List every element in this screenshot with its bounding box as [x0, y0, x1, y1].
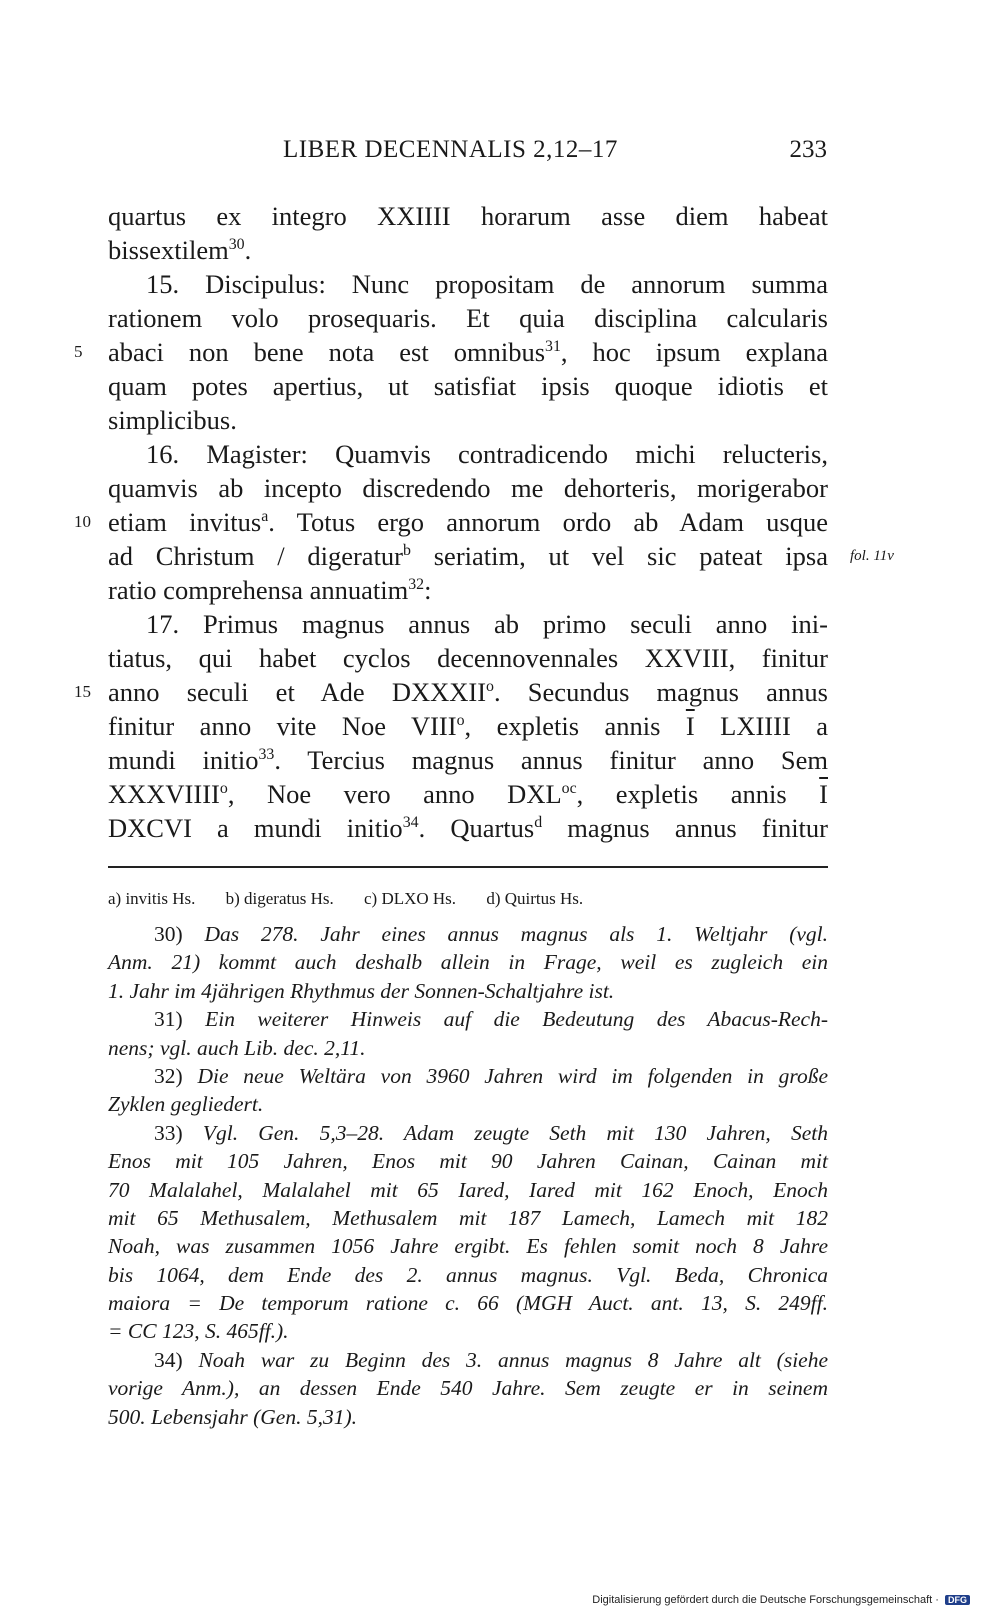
footnote-line: Enos mit 105 Jahren, Enos mit 90 Jahren Cainan, Cainan mit	[108, 1149, 828, 1174]
page-number: 233	[789, 136, 827, 163]
footnote-line: 70 Malalahel, Malalahel mit 65 Iared, Iared mit 162 Enoch, Enoch	[108, 1177, 828, 1202]
apparatus-item: d) Quirtus Hs.	[486, 889, 584, 908]
apparatus-item: a) invitis Hs.	[108, 889, 196, 908]
footnote-line: Anm. 21) kommt auch deshalb allein in Frage, weil es zugleich ein	[108, 950, 828, 975]
text-line: 16. Magister: Quamvis contradicendo michi relucteris,	[146, 439, 828, 469]
apparatus-item: c) DLXO Hs.	[363, 889, 457, 908]
text-line: ad Christum / digeratur$^b$ seriatim, ut vel sic pateat ipsa fol. 11v	[108, 541, 894, 571]
line-number: 15	[74, 682, 91, 701]
critical-apparatus	[108, 886, 828, 912]
dfg-logo: DFG	[945, 1595, 970, 1605]
footnote-line: 500. Lebensjahr (Gen. 5,31).	[108, 1404, 358, 1429]
text-line: rationem volo prosequaris. Et quia disciplina calcularis	[108, 303, 828, 333]
text-line: mundi initio$^{33}$. Tercius magnus annus finitur anno Sem	[108, 745, 828, 775]
footnote-line: vorige Anm.), an dessen Ende 540 Jahre. Sem zeugte er in seinem	[108, 1376, 828, 1401]
footnote-line: maiora = De temporum ratione c. 66 (MGH Auct. ant. 13, S. 249ff.	[108, 1291, 828, 1316]
footnote-34: 34) Noah war zu Beginn des 3. annus magnus 8 Jahre alt (siehe	[154, 1347, 829, 1372]
footnote-31: 31) Ein weiterer Hinweis auf die Bedeutung des Abacus-Rech-	[154, 1007, 828, 1032]
footnote-line: nens; vgl. auch Lib. dec. 2,11.	[108, 1035, 366, 1060]
text-line: ratio comprehensa annuatim$^{32}$:	[108, 575, 432, 605]
text-line: 5 abaci non bene nota est omnibus$^{31}$, hoc ipsum explana	[74, 337, 828, 367]
footnote-32: 32) Die neue Weltära von 3960 Jahren wird im folgenden in große	[154, 1063, 829, 1088]
text-line: 17. Primus magnus annus ab primo seculi anno ini-	[146, 609, 828, 639]
footnote-30: 30) Das 278. Jahr eines annus magnus als 1. Weltjahr (vgl.	[154, 922, 828, 946]
text-line: quartus ex integro XXIIII horarum asse diem habeat	[108, 201, 828, 231]
footnote-line: bis 1064, dem Ende des 2. annus magnus. Vgl. Beda, Chronica	[108, 1262, 828, 1287]
text-line: quamvis ab incepto discredendo me dehorteris, morigerabor	[108, 473, 828, 503]
text-line: XXXVIIII$^o$, Noe vero anno $DXL^{oc}$, expletis annis $\overline{I}$	[108, 779, 828, 809]
footnote-line: 1. Jahr im 4jährigen Rhythmus der Sonnen-Schaltjahre ist.	[108, 978, 615, 1003]
text-line: simplicibus.	[108, 405, 237, 435]
text-line: 15 anno seculi et Ade DXXXII$^o$. Secundus magnus annus	[74, 677, 828, 707]
text-line: finitur anno vite Noe VIII$^o$, expletis annis $\overline{I}$ LXIIII a	[108, 711, 828, 741]
text-line: 15. Discipulus: Nunc propositam de annorum summa	[146, 269, 828, 299]
footnote-line: Noah, was zusammen 1056 Jahre ergibt. Es fehlen somit noch 8 Jahre	[108, 1234, 828, 1259]
line-number: 10	[74, 512, 91, 531]
footnote-line: mit 65 Methusalem, Methusalem mit 187 Lamech, Lamech mit 182	[108, 1205, 828, 1230]
apparatus-item: b) digeratus Hs.	[225, 889, 334, 908]
running-title: LIBER DECENNALIS 2,12–17	[283, 136, 618, 163]
footnote-33: 33) Vgl. Gen. 5,3–28. Adam zeugte Seth mit 130 Jahren, Seth	[154, 1120, 828, 1145]
text-line: tiatus, qui habet cyclos decennovennales XXVIII, finitur	[108, 643, 828, 673]
digitization-credit: Digitalisierung gefördert durch die Deutsche Forschungsgemeinschaft · DFG	[592, 1594, 970, 1606]
footnotes	[108, 920, 828, 1431]
line-number: 5	[74, 342, 83, 361]
footnote-line: Zyklen gegliedert.	[108, 1092, 264, 1117]
main-text	[74, 199, 894, 845]
footnote-line: = CC 123, S. 465ff.).	[108, 1319, 289, 1344]
margin-note: fol. 11v	[850, 548, 894, 564]
text-line: quam potes apertius, ut satisfiat ipsis quoque idiotis et	[108, 371, 828, 401]
text-line: bissextilem$^{30}$.	[108, 235, 252, 265]
footnote-divider	[108, 866, 828, 868]
text-line: 10 etiam invitus$^a$. Totus ergo annorum ordo ab Adam usque	[74, 507, 828, 537]
text-line: DXCVI a mundi initio$^{34}$. Quartus$^d$ magnus annus finitur	[108, 813, 828, 843]
